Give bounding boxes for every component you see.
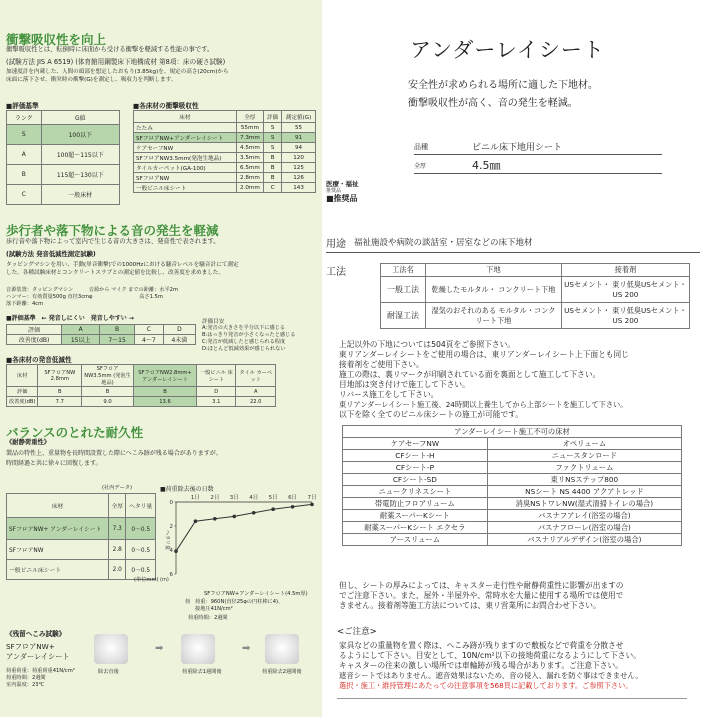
data-point bbox=[174, 549, 178, 553]
dent-photo-1week bbox=[181, 634, 215, 664]
dur-cell: 7.3 bbox=[109, 518, 126, 540]
badge-line: ■推奨品 bbox=[326, 194, 358, 203]
eval-header-g: G値 bbox=[41, 111, 119, 125]
method-cell: USセメント・ 東リ低臭USセメント・US 200 bbox=[561, 303, 689, 329]
note: 接着剤をご使用下さい。 bbox=[339, 360, 424, 369]
y-tick-label: 0 bbox=[169, 500, 173, 506]
sound-method1: タッピングマシンを用い、手動(単音衝撃)での1000Hzにおける騒音レベルを騒音計にて測定 bbox=[6, 262, 239, 268]
dent-product1: SFフロアNW+ bbox=[6, 642, 55, 651]
note: 目地部は突き付けで施工して下さい。 bbox=[339, 380, 470, 389]
unsuit-cell: オペリューム bbox=[487, 438, 681, 450]
eval-g: 115超〜130以下 bbox=[41, 165, 119, 185]
dur-cell: SFフロアNW bbox=[7, 540, 109, 560]
durability-intro2: 時間経過と共に徐々に回復します。 bbox=[6, 460, 102, 467]
y-tick-label: 2 bbox=[169, 524, 173, 530]
dur-cell: 一般ビニル床シート bbox=[7, 560, 109, 580]
attention-line: るようにして下さい。目安として、10N/cm²以下の接地荷重になるようにして下さい。 bbox=[339, 651, 641, 660]
sound-eval-cell: 7〜15 bbox=[100, 335, 135, 345]
mat-cell: 2.0mm bbox=[236, 183, 264, 193]
chart-title: ■荷重除去後の日数 bbox=[160, 486, 214, 493]
mat-cell: たたみ bbox=[134, 123, 237, 133]
sound-mat-cell: 9.0 bbox=[82, 397, 134, 407]
mat-header: 全厚 bbox=[236, 111, 264, 123]
sound-legend: D:ほとんど低減効果が感じられない bbox=[202, 346, 286, 352]
note: 以下を除く全てのビニル床シートの施工が可能です。 bbox=[339, 410, 523, 419]
durability-title: バランスのとれた耐久性 bbox=[6, 425, 144, 440]
sound-mat-cell: SFフロアNW 2.8mm bbox=[38, 365, 82, 387]
unsuit-cell: CFシート-SD bbox=[343, 474, 488, 486]
mat-cell: 一般ビニル床シート bbox=[134, 183, 237, 193]
dur-cell: ヘタリ量 bbox=[126, 494, 156, 518]
attention-red: 選択・施工・維持管理にあたっての注意事項を568頁に記載しております。ご参照下さい。 bbox=[339, 681, 633, 690]
recovery-chart bbox=[160, 490, 320, 590]
sound-mat-title: ■各床材の発音低減性 bbox=[6, 356, 72, 364]
sound-eval-cell: B bbox=[100, 325, 135, 335]
sound-mat-cell: 床材 bbox=[7, 365, 38, 387]
mat-header: 床材 bbox=[134, 111, 237, 123]
usage-label: 用途 bbox=[326, 239, 346, 250]
data-point bbox=[232, 515, 236, 519]
unsuit-cell: アースリューム bbox=[343, 534, 488, 546]
dent-cond2: 荷重時間：2週間 bbox=[6, 675, 46, 681]
sound-eval-cell: 4〜7 bbox=[134, 335, 163, 345]
spec-value: 4.5㎜ bbox=[472, 159, 501, 172]
data-point bbox=[213, 517, 217, 521]
mat-cell: B bbox=[264, 163, 282, 173]
sound-mat-cell: 3.1 bbox=[197, 397, 236, 407]
y-unit-label: (m) bbox=[160, 577, 169, 583]
method-cell: 乾燥したモルタル・ コンクリート下地 bbox=[426, 277, 562, 303]
mat-cell: 7.3mm bbox=[236, 133, 264, 143]
eval-rank: A bbox=[7, 145, 42, 165]
dur-cell: 2.0 bbox=[109, 560, 126, 580]
data-point bbox=[291, 505, 295, 509]
mat-cell: SFフロアNW bbox=[134, 173, 237, 183]
dent-cond1: 荷重荷重：荷重荷重41N/cm² bbox=[6, 668, 75, 674]
sound-mat-cell: 改善度(dB) bbox=[7, 397, 38, 407]
mat-cell: C bbox=[264, 183, 282, 193]
unsuit-cell: NSシート NS 4400 アクアトレッド bbox=[487, 486, 681, 498]
sound-eval-cell: 15以上 bbox=[62, 335, 100, 345]
badge-line: 医療・福祉 bbox=[326, 180, 359, 188]
caution-line: 但し、シートの厚みによっては、キャスター走行性や耐静荷重性に影響が出ますの bbox=[339, 581, 624, 590]
spec-value: ビニル床下地用シート bbox=[472, 143, 563, 153]
usage-text: 福祉施設や病院の談話室・居室などの床下地材 bbox=[354, 238, 533, 248]
spec-label: 品種 bbox=[414, 143, 428, 151]
durability-sub: 《耐静荷重性》 bbox=[6, 439, 51, 446]
right-column bbox=[322, 0, 705, 717]
sound-eval-table bbox=[6, 324, 196, 345]
mat-cell: S bbox=[264, 143, 282, 153]
unsuit-cell: バスナフアレイ(浴室の場合) bbox=[487, 510, 681, 522]
mat-cell: 55 bbox=[282, 123, 316, 133]
sound-method-title: (試験方法 発音低減性測定試験) bbox=[6, 251, 96, 258]
data-point bbox=[271, 507, 275, 511]
spec-label: 全厚 bbox=[414, 163, 427, 170]
sound-legend: B:はっきり発音が小さくなったと感じる bbox=[202, 332, 296, 338]
dent-cond3: 室内温度：23℃ bbox=[6, 682, 45, 688]
sound-eval-cell: C bbox=[134, 325, 163, 335]
sound-mat-cell: 一般ビニル 床シート bbox=[197, 365, 236, 387]
x-tick-label: 7日 bbox=[307, 495, 317, 501]
sound-mat-cell: SFフロアNW2.8mm+ アンダーレイシート bbox=[133, 365, 196, 387]
x-tick-label: 2日 bbox=[210, 495, 220, 501]
eval-rank: S bbox=[7, 125, 42, 145]
impact-mat-title: ■各床材の衝撃吸収性 bbox=[133, 102, 199, 110]
unsuit-cell: 消臭NSトワレNW(湿式清掃トイレの場合) bbox=[487, 498, 681, 510]
sound-title: 歩行者や落下物による音の発生を軽減 bbox=[6, 223, 219, 238]
mat-cell: ケアセーフNW bbox=[134, 143, 237, 153]
sound-eval-cell: 改善度(dB) bbox=[7, 335, 62, 345]
method-table bbox=[380, 263, 690, 329]
dur-cell: 全厚 bbox=[109, 494, 126, 518]
sound-mat-cell: 7.7 bbox=[38, 397, 82, 407]
sound-mat-cell: B bbox=[38, 387, 82, 397]
unsuit-cell: バスナリアルデザイン(浴室の場合) bbox=[487, 534, 681, 546]
series-line bbox=[176, 504, 312, 551]
sound-cond2: ハンマー：有効質量500g 直径3cmφ 高さ1.5m bbox=[6, 294, 163, 300]
method-label: 工法 bbox=[326, 267, 346, 278]
chart-note3: 荷重時間：2週間 bbox=[188, 615, 228, 621]
sound-mat-cell: タイル カーペット bbox=[236, 365, 276, 387]
unsuit-cell: ケアセーフNW bbox=[343, 438, 488, 450]
data-point bbox=[194, 519, 198, 523]
divider bbox=[414, 154, 662, 155]
mat-cell: 143 bbox=[282, 183, 316, 193]
dent-product2: アンダーレイシート bbox=[6, 652, 70, 661]
sound-legend: A:発音の大きさを半分以下に感じる bbox=[202, 325, 286, 331]
dent-caption: 荷重除去1週間後 bbox=[182, 669, 222, 675]
unsuit-cell: 東リNSステップ800 bbox=[487, 474, 681, 486]
durability-table-note: (社内データ) bbox=[102, 485, 132, 491]
caution-line: きません。接着剤等施工方法については、東リ営業所にお問合わせ下さい。 bbox=[339, 601, 601, 610]
sound-method2: した。各種試験床材とコンクリートスラブとの測定値を比較し、改善度を求めました。 bbox=[6, 270, 224, 276]
eval-g: 100超〜115以下 bbox=[41, 145, 119, 165]
impact-eval-title: ■評価基準 bbox=[6, 102, 39, 110]
chart-note-label: 荷 bbox=[185, 599, 191, 605]
arrow-right-icon: ➡ bbox=[155, 643, 164, 654]
product-lead2: 衝撃吸収性が高く、音の発生を軽減。 bbox=[408, 98, 578, 109]
note: 東リアンダーレイシート施工後、24時間以上養生してから上部シートを施工して下さい。 bbox=[339, 400, 628, 409]
unsuit-cell: バスナフローレ(浴室の場合) bbox=[487, 522, 681, 534]
dur-cell: 2.8 bbox=[109, 540, 126, 560]
data-point bbox=[252, 511, 256, 515]
sound-mat-cell: D bbox=[197, 387, 236, 397]
mat-cell: 94 bbox=[282, 143, 316, 153]
dent-caption: 荷重除去2週間後 bbox=[262, 669, 302, 675]
sound-eval-cell: D bbox=[163, 325, 195, 335]
mat-cell: SFフロアNW+アンダーレイシート bbox=[134, 133, 237, 143]
dent-title: 《残留へこみ試験》 bbox=[6, 630, 66, 638]
chart-note2: 接地圧41N/cm² bbox=[195, 606, 233, 612]
unsuit-cell: 帯電防止フロアリューム bbox=[343, 498, 488, 510]
mat-cell: 55mm bbox=[236, 123, 264, 133]
attention-line: 遮音シートではありません。遮音効果はないため、音の侵入、漏れを防ぐ事はできません。 bbox=[339, 671, 643, 680]
mat-cell: B bbox=[264, 153, 282, 163]
unsuitable-table bbox=[342, 425, 682, 546]
method-cell: 下地 bbox=[426, 264, 562, 277]
divider bbox=[414, 173, 662, 174]
x-tick-label: 1日 bbox=[190, 495, 200, 501]
impact-title: 衝撃吸収性を向上 bbox=[6, 32, 107, 47]
sound-legend: C:発音が低減したと感じられる程度 bbox=[202, 339, 286, 345]
sound-mat-cell: A bbox=[236, 387, 276, 397]
impact-method3: 床面に落下させ、衝突時の衝撃(G)を測定し、吸収力を判断します。 bbox=[6, 77, 177, 83]
unsuit-cell: CFシート-P bbox=[343, 462, 488, 474]
mat-cell: S bbox=[264, 123, 282, 133]
product-title: アンダーレイシート bbox=[410, 38, 605, 62]
mat-cell: 120 bbox=[282, 153, 316, 163]
durability-table bbox=[6, 493, 156, 580]
eval-g: 100以下 bbox=[41, 125, 119, 145]
dent-photo-immediate bbox=[94, 634, 128, 664]
unsuit-cell: ファクトリューム bbox=[487, 462, 681, 474]
sound-eval-cell: 4未満 bbox=[163, 335, 195, 345]
sound-eval-cell: 評価 bbox=[7, 325, 62, 335]
recommend-badge bbox=[326, 181, 359, 202]
sound-cond1: 音源装置：タッピングマシン 音源から マイク までの距離：水平2m bbox=[6, 287, 179, 293]
unsuit-cell: 耐薬スーパーKシート エクセラ bbox=[343, 522, 488, 534]
x-tick-label: 4日 bbox=[249, 495, 259, 501]
left-column bbox=[0, 0, 322, 717]
dent-caption: 除去直後 bbox=[98, 669, 119, 675]
dent-photo-2weeks bbox=[265, 634, 299, 664]
mat-cell: 3.5mm bbox=[236, 153, 264, 163]
caution-line: でご注意下さい。また、屋外・半屋外や、常時水を大量に使用する場所では使用で bbox=[339, 591, 624, 600]
sound-mat-cell: 13.6 bbox=[133, 397, 196, 407]
sound-cond3: 落下距離：4cm bbox=[6, 301, 44, 307]
y-tick-label: 4 bbox=[169, 548, 173, 554]
badge-line: 推奨品 bbox=[326, 188, 342, 194]
mat-header: 測定値(G) bbox=[282, 111, 316, 123]
note: 上記以外の下地については504頁をご参照下さい。 bbox=[339, 340, 515, 349]
sound-intro: 歩行音や落下物によって室内で生じる音の大きさは、発音性で表されます。 bbox=[6, 238, 220, 245]
dur-cell: 床材 bbox=[7, 494, 109, 518]
mat-cell: B bbox=[264, 173, 282, 183]
mat-cell: 4.5mm bbox=[236, 143, 264, 153]
data-point bbox=[310, 503, 314, 507]
method-cell: 接着剤 bbox=[561, 264, 689, 277]
dur-cell: 0〜0.5 bbox=[126, 540, 156, 560]
mat-cell: S bbox=[264, 133, 282, 143]
arrow-right-icon: ➡ bbox=[242, 643, 251, 654]
note: リバース施工をして下さい。 bbox=[339, 390, 439, 399]
impact-intro: 衝撃吸収性とは、転倒時に床面から受ける衝撃を軽減する性能の事です。 bbox=[6, 46, 214, 53]
product-lead1: 安全性が求められる場所に適した下地材。 bbox=[408, 80, 598, 91]
eval-header-rank: ランク bbox=[7, 111, 42, 125]
sound-legend-title: 評価目安 bbox=[202, 319, 225, 325]
mat-cell: 6.5mm bbox=[236, 163, 264, 173]
chart-legend: SFフロアNW+アンダーレイシート(4.5m厚) bbox=[204, 591, 308, 597]
durability-unit: (単位mm) bbox=[134, 577, 159, 583]
eval-g: 一般床材 bbox=[41, 185, 119, 205]
unsuit-cell: CFシート-H bbox=[343, 450, 488, 462]
method-cell: USセメント・ 東リ低臭USセメント・US 200 bbox=[561, 277, 689, 303]
sound-mat-cell: 評価 bbox=[7, 387, 38, 397]
attention-title: <ご注意> bbox=[337, 627, 377, 637]
eval-rank: B bbox=[7, 165, 42, 185]
mat-cell: 125 bbox=[282, 163, 316, 173]
sound-mat-cell: B bbox=[133, 387, 196, 397]
note: 施工の際は、裏リマークが印刷されている面を裏面として施工して下さい。 bbox=[339, 370, 601, 379]
dur-cell: 0〜0.5 bbox=[126, 560, 156, 580]
divider bbox=[337, 698, 687, 699]
sound-mat-cell: B bbox=[82, 387, 134, 397]
chart-note1: 荷重：960N(直径25φの円柱棒に4)、 bbox=[195, 599, 284, 605]
impact-eval-table bbox=[6, 110, 120, 205]
unsuit-cell: 耐薬スーパーKシート bbox=[343, 510, 488, 522]
method-cell: 湿気のおそれのある モルタル・コンクリート下地 bbox=[426, 303, 562, 329]
unsuit-cell: ニュークリネスシート bbox=[343, 486, 488, 498]
y-axis-label: ヘタリ量 bbox=[164, 530, 170, 551]
method-cell: 一般工法 bbox=[381, 277, 426, 303]
unsuit-title: アンダーレイシート施工不可の床材 bbox=[343, 426, 682, 438]
sound-eval-cell: A bbox=[62, 325, 100, 335]
x-tick-label: 3日 bbox=[229, 495, 239, 501]
dur-cell: SFフロアNW+ アンダーレイシート bbox=[7, 518, 109, 540]
impact-mat-table bbox=[133, 110, 316, 193]
durability-intro1: 製品の特性上、重量物を長時間設置した際にへこみ跡が残る場合がありますが、 bbox=[6, 450, 222, 457]
divider bbox=[326, 252, 700, 253]
mat-cell: SFフロアNW3.5mm(発泡生地品) bbox=[134, 153, 237, 163]
method-cell: 工法名 bbox=[381, 264, 426, 277]
mat-cell: 126 bbox=[282, 173, 316, 183]
sound-mat-cell: 22.0 bbox=[236, 397, 276, 407]
mat-cell: タイルカーペット(GA-100) bbox=[134, 163, 237, 173]
impact-method2: 加速度計を内蔵した、人間の頭部を想定したおもり(3.85kg)を、規定の高さ(20cm)から bbox=[6, 69, 229, 75]
method-cell: 耐湿工法 bbox=[381, 303, 426, 329]
x-tick-label: 5日 bbox=[268, 495, 278, 501]
y-tick-label: 6 bbox=[169, 572, 173, 578]
unsuit-cell: ニュースタンロード bbox=[487, 450, 681, 462]
note: 東リアンダーレイシートをご使用の場合は、東リアンダーレイシート上下面とも同じ bbox=[339, 350, 629, 359]
sound-eval-title: ■評価基準 ← 発音しにくい 発音しやすい → bbox=[6, 315, 134, 322]
mat-header: 評価 bbox=[264, 111, 282, 123]
mat-cell: 2.8mm bbox=[236, 173, 264, 183]
dur-cell: 0〜0.5 bbox=[126, 518, 156, 540]
x-tick-label: 6日 bbox=[288, 495, 298, 501]
mat-cell: 91 bbox=[282, 133, 316, 143]
sound-mat-cell: SFフロアNW3.5mm (発泡生地品) bbox=[82, 365, 134, 387]
impact-method: (試験方法 JIS A 6519) (体育館用鋼製床下地構成材 第8項：床の硬さ試験) bbox=[6, 58, 226, 66]
sound-mat-table bbox=[6, 364, 276, 407]
eval-rank: C bbox=[7, 185, 42, 205]
attention-line: 家具などの重量物を置く際は、へこみ跡が残りますので敷板などで荷重を分散させ bbox=[339, 641, 624, 650]
attention-line: キャスターの往来の激しい場所では車輪跡が残る場合があります。ご注意下さい。 bbox=[339, 661, 623, 670]
